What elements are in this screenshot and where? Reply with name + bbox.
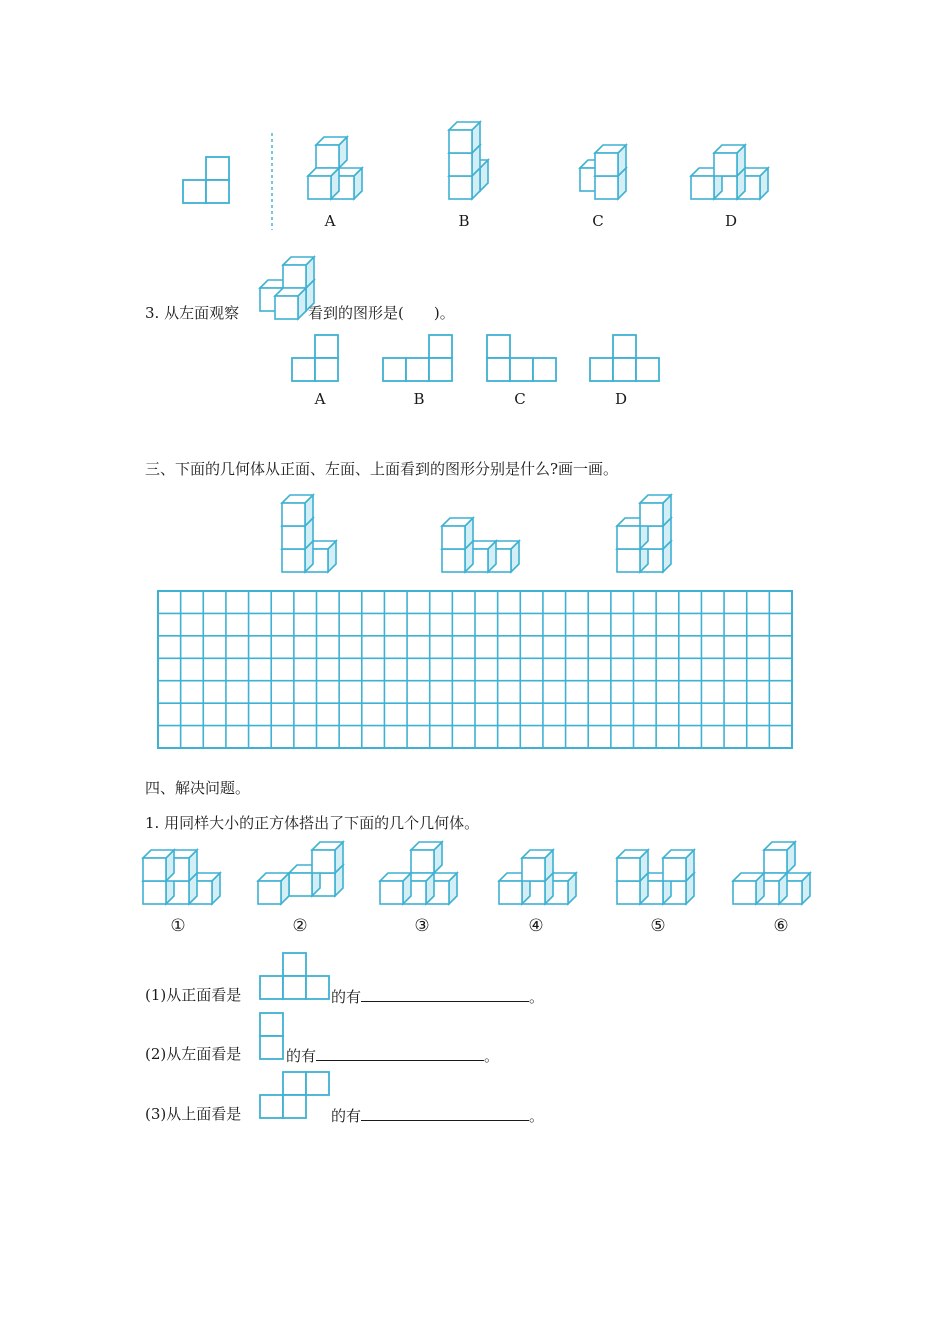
solid-3 xyxy=(380,842,457,904)
sub2-answer-blank[interactable] xyxy=(316,1044,484,1061)
solid-4 xyxy=(499,850,576,904)
sub2-suffix: 的有 xyxy=(286,1047,317,1065)
sub3-answer-blank[interactable] xyxy=(361,1104,529,1121)
q2-option-b-label[interactable]: B xyxy=(458,212,470,230)
solid-number-1: ① xyxy=(170,916,186,936)
q3-question-suffix: 看到的图形是( )。 xyxy=(308,304,455,322)
q2-option-a-label[interactable]: A xyxy=(324,212,336,230)
solid-number-4: ④ xyxy=(528,916,544,936)
solid-1 xyxy=(143,850,220,904)
sub1-answer-row xyxy=(331,985,544,1007)
q3-option-d-label[interactable]: D xyxy=(614,390,628,408)
sub2-prefix: (2)从左面看是 xyxy=(145,1045,242,1063)
sub1-suffix: 的有 xyxy=(331,988,362,1006)
section4-q1-stem: 1. 用同样大小的正方体搭出了下面的几个几何体。 xyxy=(145,814,480,832)
solid-number-3: ③ xyxy=(414,916,430,936)
solid-5 xyxy=(617,850,694,904)
solid-number-6: ⑥ xyxy=(773,916,789,936)
solid-6 xyxy=(733,842,810,904)
q3-option-c-label[interactable]: C xyxy=(514,390,526,408)
solid-2 xyxy=(258,842,343,904)
sub3-suffix: 的有 xyxy=(331,1107,362,1125)
q3-option-a-label[interactable]: A xyxy=(314,390,326,408)
q2-option-c-label[interactable]: C xyxy=(592,212,604,230)
sub3-period: 。 xyxy=(529,1107,545,1125)
sub3-answer-row xyxy=(331,1104,544,1126)
sub3-top-view-shape xyxy=(260,1072,329,1118)
sub1-answer-blank[interactable] xyxy=(361,985,529,1002)
sub3-prefix: (3)从上面看是 xyxy=(145,1105,242,1123)
sub2-left-view-shape xyxy=(260,1013,283,1059)
section3-title: 三、下面的几何体从正面、左面、上面看到的图形分别是什么?画一画。 xyxy=(145,460,619,478)
section4-title: 四、解决问题。 xyxy=(145,779,251,797)
sub1-period: 。 xyxy=(529,988,545,1006)
solid-number-2: ② xyxy=(292,916,308,936)
sub1-prefix: (1)从正面看是 xyxy=(145,986,242,1004)
sub2-period: 。 xyxy=(484,1047,500,1065)
q3-question-prefix: 3. 从左面观察 xyxy=(145,304,240,322)
q3-option-b-label[interactable]: B xyxy=(413,390,425,408)
sub2-answer-row xyxy=(286,1044,499,1066)
solid-number-5: ⑤ xyxy=(650,916,666,936)
q2-option-d-label[interactable]: D xyxy=(724,212,738,230)
sub1-front-view-shape xyxy=(260,953,329,999)
